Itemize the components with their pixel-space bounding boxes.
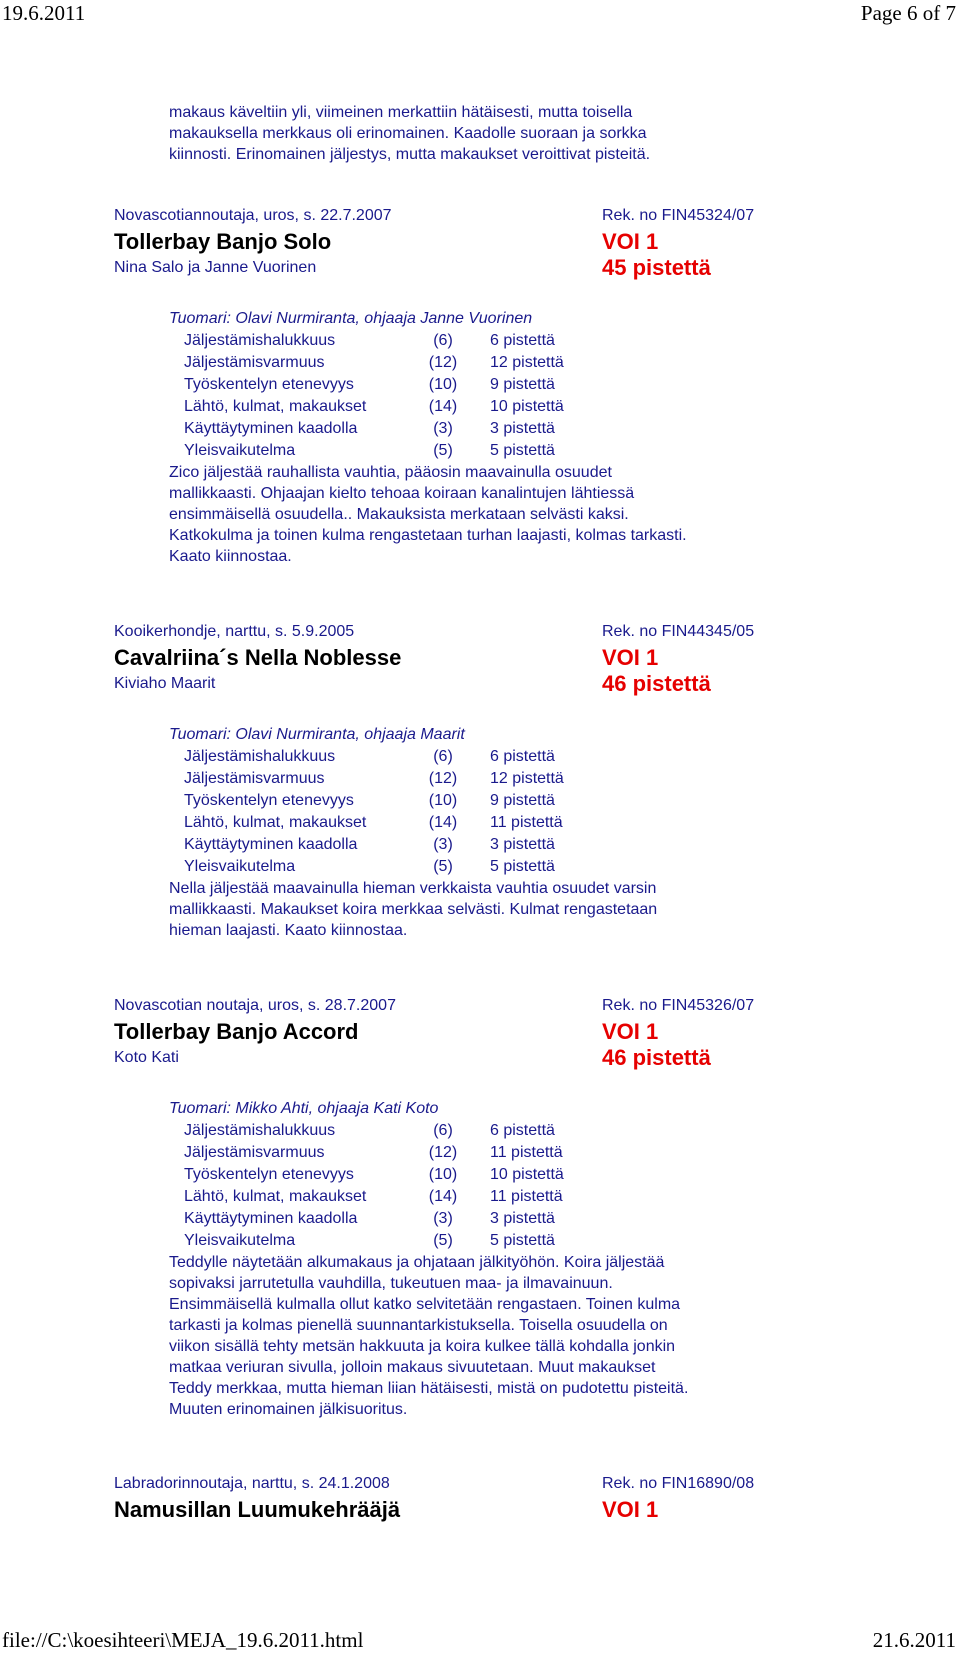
score-row: [184, 1120, 684, 1142]
score-row: [184, 834, 684, 856]
description: [169, 462, 799, 567]
intro-paragraph: [169, 102, 789, 165]
score-row: [184, 856, 684, 878]
score-label: Lähtö, kulmat, makaukset: [184, 814, 367, 831]
score-label: Yleisvaikutelma: [184, 442, 296, 459]
score-label: Työskentelyn etenevyys: [184, 376, 354, 393]
score-row: [184, 1164, 684, 1186]
score-label: Käyttäytyminen kaadolla: [184, 836, 358, 853]
footer-file-path: file://C:\koesihteeri\MEJA_19.6.2011.html: [2, 1628, 364, 1652]
award: VOI 1: [602, 1497, 659, 1522]
score-label: Lähtö, kulmat, makaukset: [184, 1188, 367, 1205]
registration-number: Rek. no FIN44345/05: [602, 623, 755, 640]
score-max: (5): [433, 1232, 453, 1249]
score-max: (3): [433, 420, 453, 437]
description-line: sopivaksi jarrutetulla vauhdilla, tukeutuen maa- ja ilmavainuun.: [169, 1275, 613, 1292]
score-label: Käyttäytyminen kaadolla: [184, 1210, 358, 1227]
score-row: [184, 1186, 684, 1208]
score-points: 9 pistettä: [490, 792, 555, 809]
header-date: 19.6.2011: [2, 1, 86, 25]
description-line: Nella jäljestää maavainulla hieman verkkaista vauhtia osuudet varsin: [169, 880, 657, 897]
description-line: hieman laajasti. Kaato kiinnostaa.: [169, 922, 408, 939]
dog-name: Cavalriina´s Nella Noblesse: [114, 645, 402, 670]
page-header: [0, 0, 960, 26]
score-max: (3): [433, 836, 453, 853]
score-max: (6): [433, 332, 453, 349]
score-row: [184, 768, 684, 790]
score-max: (6): [433, 1122, 453, 1139]
score-max: (10): [428, 376, 458, 393]
score-table: [184, 1120, 684, 1252]
description-line: mallikkaasti. Makaukset koira merkkaa selvästi. Kulmat rengastetaan: [169, 901, 658, 918]
owner: Nina Salo ja Janne Vuorinen: [114, 259, 317, 276]
score-max: (12): [428, 770, 458, 787]
description-line: Ensimmäisellä kulmalla ollut katko selvitetään rengastaen. Toinen kulma: [169, 1296, 681, 1313]
score-label: Jäljestämishalukkuus: [184, 332, 336, 349]
breed-info: Kooikerhondje, narttu, s. 5.9.2005: [114, 623, 355, 640]
description-line: ensimmäisellä osuudella.. Makauksista merkataan selvästi kaksi.: [169, 506, 629, 523]
score-points: 5 pistettä: [490, 1232, 555, 1249]
score-row: [184, 790, 684, 812]
description-line: mallikkaasti. Ohjaajan kielto tehoaa koiraan kanalintujen lähtiessä: [169, 485, 635, 502]
score-label: Jäljestämishalukkuus: [184, 748, 336, 765]
score-points: 10 pistettä: [490, 398, 564, 415]
score-row: [184, 374, 684, 396]
score-max: (14): [428, 814, 458, 831]
score-label: Lähtö, kulmat, makaukset: [184, 398, 367, 415]
score-row: [184, 440, 684, 462]
score-label: Yleisvaikutelma: [184, 858, 296, 875]
owner: Kiviaho Maarit: [114, 675, 216, 692]
breed-info: Novascotiannoutaja, uros, s. 22.7.2007: [114, 207, 392, 224]
score-max: (10): [428, 1166, 458, 1183]
score-max: (5): [433, 442, 453, 459]
judge-line: Tuomari: Olavi Nurmiranta, ohjaaja Janne Vuorinen: [169, 310, 533, 327]
description-line: Katkokulma ja toinen kulma rengastetaan turhan laajasti, kolmas tarkasti.: [169, 527, 687, 544]
score-max: (14): [428, 1188, 458, 1205]
score-row: [184, 418, 684, 440]
score-label: Jäljestämisvarmuus: [184, 1144, 325, 1161]
score-max: (10): [428, 792, 458, 809]
score-max: (6): [433, 748, 453, 765]
dog-name: Namusillan Luumukehrääjä: [114, 1497, 401, 1522]
registration-number: Rek. no FIN16890/08: [602, 1475, 755, 1492]
registration-number: Rek. no FIN45326/07: [602, 997, 755, 1014]
owner: Koto Kati: [114, 1049, 179, 1066]
intro-line: kiinnosti. Erinomainen jäljestys, mutta makaukset veroittivat pisteitä.: [169, 146, 651, 163]
total-points: 46 pistettä: [602, 671, 711, 696]
score-max: (14): [428, 398, 458, 415]
score-row: [184, 1230, 684, 1252]
score-row: [184, 1208, 684, 1230]
score-label: Jäljestämishalukkuus: [184, 1122, 336, 1139]
score-label: Yleisvaikutelma: [184, 1232, 296, 1249]
score-points: 12 pistettä: [490, 770, 564, 787]
score-max: (12): [428, 354, 458, 371]
description: [169, 1252, 799, 1420]
score-points: 10 pistettä: [490, 1166, 564, 1183]
description-line: tarkasti ja kolmas pienellä suunnantarkistuksella. Toisella osuudella on: [169, 1317, 668, 1334]
footer-date: 21.6.2011: [872, 1628, 956, 1652]
score-points: 5 pistettä: [490, 858, 555, 875]
description-line: Teddy merkkaa, mutta hieman liian hätäisesti, mistä on pudotettu pisteitä.: [169, 1380, 689, 1397]
score-points: 11 pistettä: [490, 1188, 563, 1205]
score-points: 3 pistettä: [490, 836, 555, 853]
score-points: 12 pistettä: [490, 354, 564, 371]
score-points: 3 pistettä: [490, 420, 555, 437]
total-points: 46 pistettä: [602, 1045, 711, 1070]
description-line: Muuten erinomainen jälkisuoritus.: [169, 1401, 408, 1418]
intro-line: makauksella merkkaus oli erinomainen. Kaadolle suoraan ja sorkka: [169, 125, 647, 142]
total-points: 45 pistettä: [602, 255, 711, 280]
score-points: 9 pistettä: [490, 376, 555, 393]
score-label: Jäljestämisvarmuus: [184, 770, 325, 787]
registration-number: Rek. no FIN45324/07: [602, 207, 755, 224]
score-points: 6 pistettä: [490, 748, 555, 765]
score-max: (5): [433, 858, 453, 875]
score-points: 6 pistettä: [490, 1122, 555, 1139]
judge-line: Tuomari: Mikko Ahti, ohjaaja Kati Koto: [169, 1100, 439, 1117]
judge-line: Tuomari: Olavi Nurmiranta, ohjaaja Maarit: [169, 726, 465, 743]
score-table: [184, 330, 684, 462]
score-max: (3): [433, 1210, 453, 1227]
description-line: Kaato kiinnostaa.: [169, 548, 292, 565]
description-line: Teddylle näytetään alkumakaus ja ohjataan jälkityöhön. Koira jäljestää: [169, 1254, 665, 1271]
header-page-number: Page 6 of 7: [860, 1, 956, 25]
score-table: [184, 746, 684, 878]
score-label: Työskentelyn etenevyys: [184, 792, 354, 809]
score-label: Käyttäytyminen kaadolla: [184, 420, 358, 437]
intro-line: makaus käveltiin yli, viimeinen merkattiin hätäisesti, mutta toisella: [169, 104, 633, 121]
page-footer: [0, 1627, 960, 1653]
award: VOI 1: [602, 229, 659, 254]
score-row: [184, 746, 684, 768]
description-line: matkaa veriuran sivulla, jolloin makaus sivuutetaan. Muut makaukset: [169, 1359, 656, 1376]
description-line: Zico jäljestää rauhallista vauhtia, pääosin maavainulla osuudet: [169, 464, 612, 481]
score-row: [184, 352, 684, 374]
breed-info: Novascotian noutaja, uros, s. 28.7.2007: [114, 997, 396, 1014]
score-row: [184, 330, 684, 352]
description-line: viikon sisällä tehty metsän hakkuuta ja koira kulkee tällä kohdalla jonkin: [169, 1338, 676, 1355]
score-points: 5 pistettä: [490, 442, 555, 459]
score-points: 6 pistettä: [490, 332, 555, 349]
score-row: [184, 1142, 684, 1164]
score-points: 3 pistettä: [490, 1210, 555, 1227]
description: [169, 878, 799, 941]
dog-name: Tollerbay Banjo Solo: [114, 229, 332, 254]
score-label: Työskentelyn etenevyys: [184, 1166, 354, 1183]
dog-name: Tollerbay Banjo Accord: [114, 1019, 359, 1044]
breed-info: Labradorinnoutaja, narttu, s. 24.1.2008: [114, 1475, 390, 1492]
score-row: [184, 812, 684, 834]
score-points: 11 pistettä: [490, 814, 563, 831]
score-max: (12): [428, 1144, 458, 1161]
score-points: 11 pistettä: [490, 1144, 563, 1161]
award: VOI 1: [602, 645, 659, 670]
score-row: [184, 396, 684, 418]
score-label: Jäljestämisvarmuus: [184, 354, 325, 371]
award: VOI 1: [602, 1019, 659, 1044]
